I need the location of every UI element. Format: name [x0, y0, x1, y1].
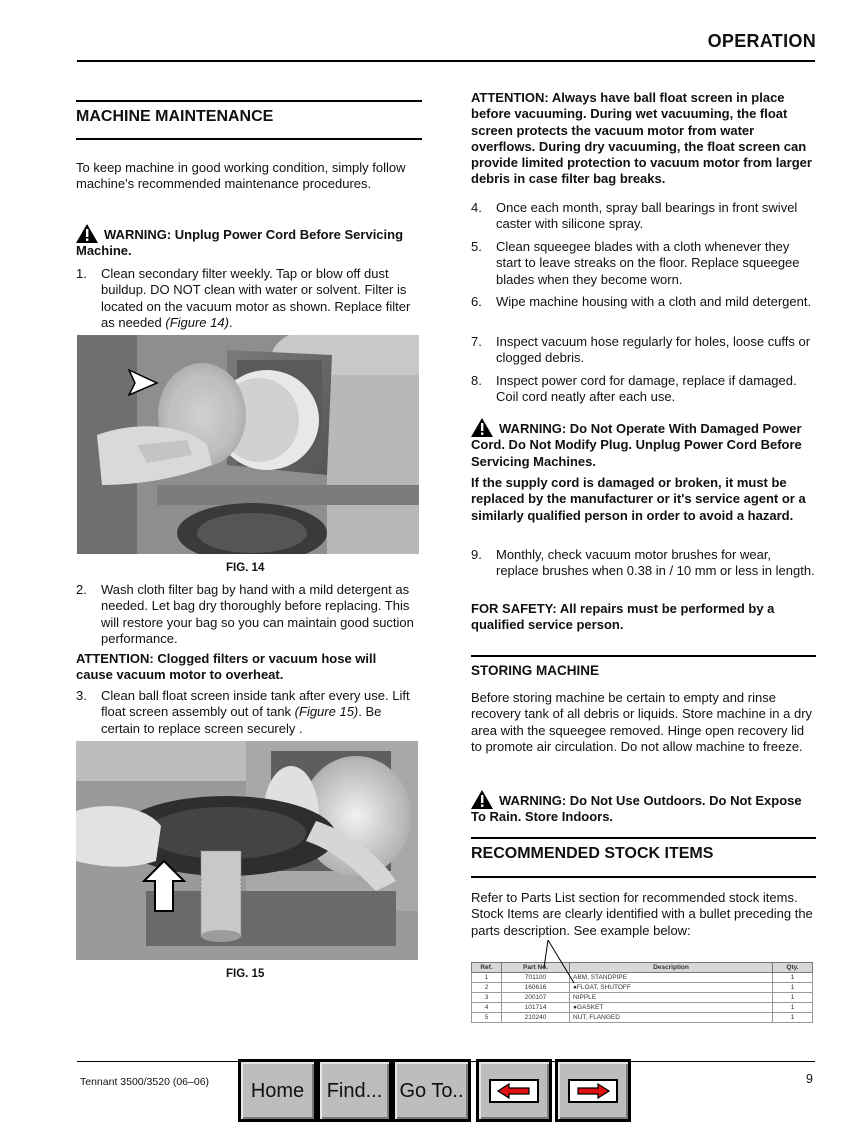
storing-heading: STORING MACHINE — [471, 663, 600, 678]
find-button[interactable]: Find... — [317, 1059, 392, 1122]
table-cell: 1 — [773, 1003, 813, 1013]
table-cell: 1 — [472, 973, 502, 983]
table-cell: ●GASKET — [570, 1003, 773, 1013]
item-number: 1. — [76, 266, 87, 281]
goto-button[interactable]: Go To.. — [392, 1059, 471, 1122]
item-number: 9. — [471, 547, 482, 562]
attention-clogged-filters: ATTENTION: Clogged filters or vacuum hose will cause vacuum motor to overheat. — [76, 651, 377, 683]
next-page-button[interactable] — [555, 1059, 631, 1122]
item-number: 2. — [76, 582, 87, 597]
stock-heading: RECOMMENDED STOCK ITEMS — [471, 845, 714, 862]
section-rule — [471, 876, 816, 878]
item-text: Clean ball float screen inside tank after every use. Lift float screen assembly out of tank — [101, 688, 410, 720]
table-cell: 2 — [472, 983, 502, 993]
item-text: Once each month, spray ball bearings in front swivel caster with silicone spray. — [496, 200, 798, 232]
table-cell: NIPPLE — [570, 993, 773, 1003]
item-number: 6. — [471, 294, 482, 309]
previous-page-button[interactable] — [476, 1059, 552, 1122]
table-cell: 4 — [472, 1003, 502, 1013]
column-header: Ref. — [472, 963, 502, 973]
list-item — [471, 373, 817, 406]
column-header: Description — [570, 963, 773, 973]
item-text: Inspect power cord for damage, replace if damaged. Coil cord neatly after each use. — [496, 373, 797, 405]
item-number: 5. — [471, 239, 482, 254]
table-cell: 5 — [472, 1013, 502, 1023]
supply-cord-notice: If the supply cord is damaged or broken, it must be replaced by the manufacturer or it's service agent or a similarly qualified person in order to avoid a hazard. — [471, 475, 806, 523]
figure-reference[interactable]: (Figure 15) — [294, 704, 359, 720]
table-cell: 1 — [773, 973, 813, 983]
table-row — [472, 1013, 813, 1023]
item-number: 4. — [471, 200, 482, 215]
list-item — [471, 547, 817, 580]
table-row — [472, 983, 813, 993]
column-header: Qty. — [773, 963, 813, 973]
figure-14-caption: FIG. 14 — [226, 562, 265, 574]
footer-model: Tennant 3500/3520 (06–06) — [80, 1076, 210, 1088]
section-rule — [76, 138, 422, 140]
table-cell: 1 — [773, 993, 813, 1003]
page-number: 9 — [806, 1072, 813, 1086]
figure-15-photo — [76, 741, 418, 960]
page-section-title: OPERATION — [707, 31, 816, 51]
column-header: Part No. — [502, 963, 570, 973]
storing-text: Before storing machine be certain to empty and rinse recovery tank of all debris or liquids. Store machine in a dry area with the squeegee removed. Hinge open recovery lid to promote air circulation. Do not allow machine to freeze. — [471, 690, 813, 754]
arrow-right-icon — [568, 1079, 618, 1103]
section-rule — [76, 100, 422, 102]
list-item — [76, 688, 422, 737]
list-item — [471, 200, 817, 233]
warning-icon — [471, 418, 493, 437]
item-text: Inspect vacuum hose regularly for holes, loose cuffs or clogged debris. — [496, 334, 811, 366]
warning-text: WARNING: Do Not Use Outdoors. Do Not Expose To Rain. Store Indoors. — [471, 793, 802, 825]
item-number: 8. — [471, 373, 482, 388]
table-row — [472, 973, 813, 983]
list-item — [471, 334, 817, 367]
table-cell: 1 — [773, 983, 813, 993]
table-cell: 210240 — [502, 1013, 570, 1023]
figure-15-caption: FIG. 15 — [226, 968, 265, 980]
item-text: Monthly, check vacuum motor brushes for wear, replace brushes when 0.38 in / 10 mm or less in length. — [496, 547, 815, 579]
table-cell: ●FLOAT, SHUTOFF — [570, 983, 773, 993]
list-item — [471, 239, 817, 288]
table-row — [472, 1003, 813, 1013]
warning-text: WARNING: Unplug Power Cord Before Servicing Machine. — [76, 227, 404, 259]
table-row — [472, 993, 813, 1003]
list-item — [76, 266, 422, 331]
header-rule — [77, 60, 815, 62]
table-cell: 701100 — [502, 973, 570, 983]
warning-text: WARNING: Do Not Operate With Damaged Power Cord. Do Not Modify Plug. Unplug Power Cord Before Servicing Machines. — [471, 421, 802, 469]
item-text-end: . — [228, 314, 233, 330]
table-cell: 1 — [773, 1013, 813, 1023]
item-number: 7. — [471, 334, 482, 349]
item-text: Wash cloth filter bag by hand with a mild detergent as needed. Let bag dry thoroughly before replacing. This will restore your bag so you can maintain good suction performance. — [101, 582, 414, 646]
warning-unplug — [76, 224, 406, 260]
callout-lines — [530, 940, 590, 985]
table-cell: 160616 — [502, 983, 570, 993]
maintenance-intro: To keep machine in good working condition, simply follow machine's recommended maintenance procedures. — [76, 160, 406, 192]
warning-icon — [76, 224, 98, 243]
item-text-end: . Be certain to replace screen securely . — [101, 704, 382, 736]
safety-notice: FOR SAFETY: All repairs must be performed by a qualified service person. — [471, 601, 775, 633]
list-item — [471, 294, 817, 310]
item-number: 3. — [76, 688, 87, 703]
attention-float-screen: ATTENTION: Always have ball float screen in place before vacuuming. During wet vacuuming, the float screen protects the vacuum motor from water overflows. During dry vacuuming, the float screen can provide limited protection to vacuum motor from larger debris in case filter bag breaks. — [471, 90, 812, 187]
item-text: Clean secondary filter weekly. Tap or blow off dust buildup. DO NOT clean with water or solvent. Filter is located on the vacuum motor as shown. Replace filter as needed — [101, 266, 411, 330]
table-cell: 3 — [472, 993, 502, 1003]
arrow-left-icon — [489, 1079, 539, 1103]
list-item — [76, 582, 422, 647]
section-rule — [471, 655, 816, 657]
figure-reference[interactable]: (Figure 14) — [165, 314, 229, 330]
item-text: Clean squeegee blades with a cloth whenever they start to leave streaks on the floor. Replace squeegee blades when they become worn. — [496, 239, 800, 287]
item-text: Wipe machine housing with a cloth and mild detergent. — [496, 294, 812, 309]
maintenance-heading: MACHINE MAINTENANCE — [76, 108, 274, 125]
figure-14-photo — [77, 335, 419, 554]
home-button[interactable]: Home — [238, 1059, 317, 1122]
section-rule — [471, 837, 816, 839]
table-cell: 101714 — [502, 1003, 570, 1013]
warning-outdoors — [471, 790, 817, 826]
parts-list-example — [471, 962, 813, 1023]
table-cell: NUT, FLANGED — [570, 1013, 773, 1023]
table-cell: 200107 — [502, 993, 570, 1003]
table-cell: ABM, STANDPIPE — [570, 973, 773, 983]
table-header-row — [472, 963, 813, 973]
warning-icon — [471, 790, 493, 809]
stock-text: Refer to Parts List section for recommended stock items. Stock Items are clearly identified with a bullet preceding the parts description. See example below: — [471, 890, 813, 938]
warning-damaged-cord — [471, 418, 817, 470]
